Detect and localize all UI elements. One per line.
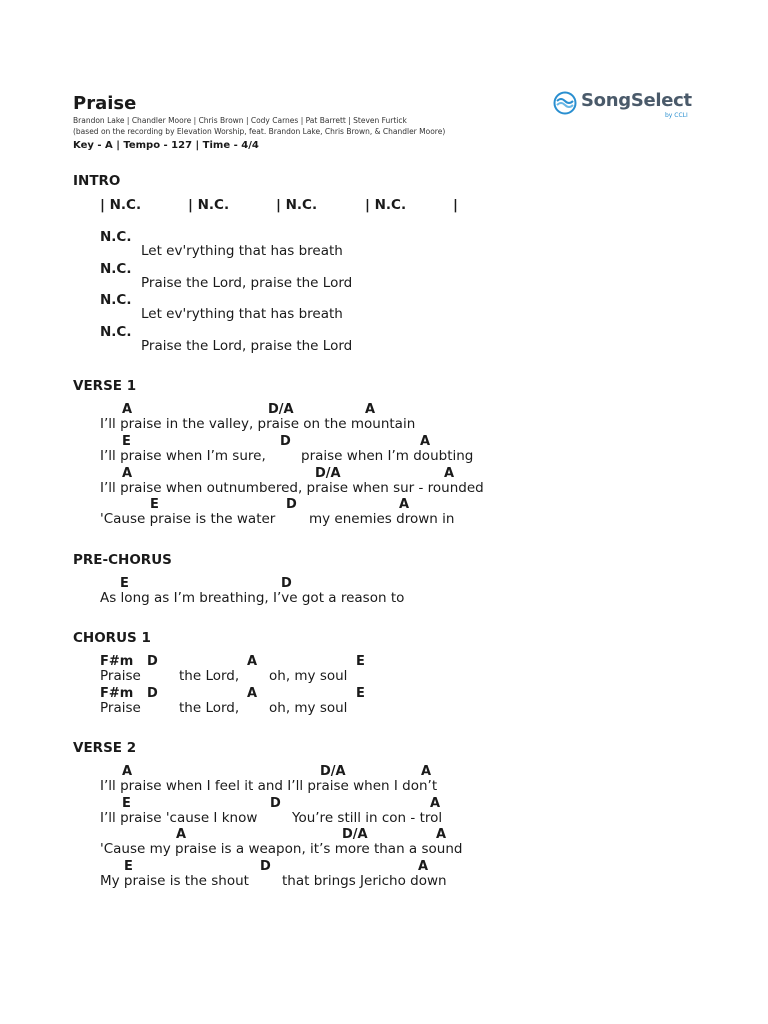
section-verse-2: VERSE 2 [73,740,137,756]
chord: A [430,796,441,811]
lyric: the Lord, [179,668,240,684]
lyric: Praise the Lord, praise the Lord [141,338,353,354]
intro-line [100,292,700,324]
lyric: I’ll praise in the valley, praise on the mountain [100,416,416,432]
intro-bar: | [453,197,458,213]
chord: A [436,827,447,842]
chord: D/A [342,827,368,842]
chord: A [365,402,376,417]
intro-bar: | N.C. [188,197,230,213]
logo-byline: by CCLI [665,112,688,119]
chord: D/A [315,466,341,481]
songselect-wave-icon [553,91,577,115]
chord: N.C. [100,292,132,308]
lyric: My praise is the shout [100,873,249,889]
lyric: oh, my soul [269,668,348,684]
chord: D [270,796,281,811]
lyric: You’re still in con - trol [292,810,443,826]
logo-wordmark: SongSelect [581,90,692,111]
lyric: Let ev'rything that has breath [141,243,343,259]
lyric: oh, my soul [269,700,348,716]
song-writers: Brandon Lake | Chandler Moore | Chris Brown | Cody Carnes | Pat Barrett | Steven Furtick [73,116,407,125]
lyric: Praise [100,668,141,684]
chord: A [247,654,258,669]
chord: N.C. [100,261,132,277]
lyric: Let ev'rything that has breath [141,306,343,322]
lyric-line [100,497,740,531]
lyric: As long as I’m breathing, I’ve got a reason to [100,590,405,606]
intro-line [100,261,700,293]
lyric: I’ll praise 'cause I know [100,810,258,826]
intro-bar: | N.C. [100,197,142,213]
chord: A [420,434,431,449]
chord: A [176,827,187,842]
intro-bar: | N.C. [276,197,318,213]
section-chorus-1: CHORUS 1 [73,630,151,646]
intro-line [100,229,700,261]
key-tempo-time: Key - A | Tempo - 127 | Time - 4/4 [73,140,259,151]
lyric-line [100,764,740,798]
section-intro: INTRO [73,173,121,189]
chord: D/A [268,402,294,417]
lyric: my enemies drown in [309,511,455,527]
chord: A [444,466,455,481]
chord: A [122,466,133,481]
lyric-line [100,466,740,500]
lyric-line [100,402,740,436]
chord: N.C. [100,229,132,245]
chord: F#m [100,686,134,701]
lyric: 'Cause my praise is a weapon, it’s more than a sound [100,841,463,857]
lyric: Praise [100,700,141,716]
chord: D [280,434,291,449]
chord: A [421,764,432,779]
lyric: 'Cause praise is the water [100,511,276,527]
lyric-line [100,796,740,830]
chord: D/A [320,764,346,779]
recording-credit: (based on the recording by Elevation Worship, feat. Brandon Lake, Chris Brown, & Chandler Moore) [73,127,446,136]
lyric-line [100,859,740,893]
intro-line [100,324,700,356]
song-title: Praise [73,93,137,114]
lyric-line [100,654,740,688]
chord: E [122,796,131,811]
lyric: I’ll praise when I’m sure, [100,448,266,464]
chord: D [147,654,158,669]
chord: E [124,859,133,874]
songselect-logo [553,90,703,124]
chord: D [260,859,271,874]
lyric: I’ll praise when outnumbered, praise when sur - rounded [100,480,484,496]
chord: A [122,402,133,417]
lyric: praise when I’m doubting [301,448,474,464]
chord: D [286,497,297,512]
lyric-line [100,686,740,720]
chord: A [122,764,133,779]
lyric-line [100,434,740,468]
section-verse-1: VERSE 1 [73,378,137,394]
lyric: the Lord, [179,700,240,716]
lyric: I’ll praise when I feel it and I’ll praise when I don’t [100,778,438,794]
chord: E [356,686,365,701]
chord: D [281,576,292,591]
lyric-line [100,827,740,861]
chord: A [418,859,429,874]
chord: F#m [100,654,134,669]
lyric: that brings Jericho down [282,873,447,889]
chord: A [247,686,258,701]
section-pre-chorus: PRE-CHORUS [73,552,172,568]
chord: E [122,434,131,449]
lyric-line [100,576,740,610]
chord: E [120,576,129,591]
chord: A [399,497,410,512]
chord: D [147,686,158,701]
intro-bars [100,197,700,215]
chord: E [356,654,365,669]
intro-bar: | N.C. [365,197,407,213]
chord: N.C. [100,324,132,340]
chord: E [150,497,159,512]
lyric: Praise the Lord, praise the Lord [141,275,353,291]
